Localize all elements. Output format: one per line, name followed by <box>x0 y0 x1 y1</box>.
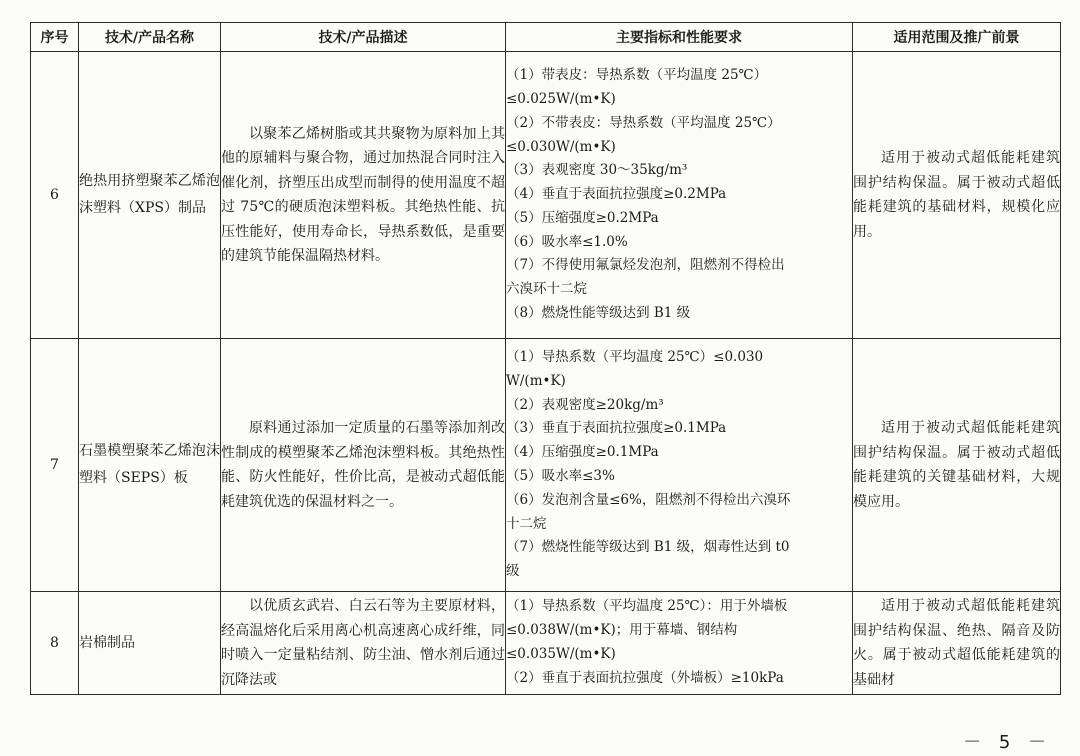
requirement-line: ≤0.030W/(m•K) <box>506 138 616 155</box>
requirements-cell <box>506 339 853 592</box>
application-scope: 适用于被动式超低能耗建筑围护结构保温。属于被动式超低能耗建筑的基础材料，规模化应用。 <box>853 52 1061 339</box>
product-name: 岩棉制品 <box>79 592 221 695</box>
header-row <box>31 23 1061 52</box>
requirement-line: W/(m•K) <box>506 372 566 389</box>
requirement-line: 十二烷 <box>506 515 547 532</box>
requirement-line: （6）吸水率≤1.0% <box>506 233 628 250</box>
table-row <box>31 52 1061 339</box>
requirement-line: ≤0.025W/(m•K) <box>506 90 616 107</box>
product-description: 以聚苯乙烯树脂或其共聚物为原料加上其他的原辅料与聚合物，通过加热混合同时注入催化剂，挤塑压出成型而制得的使用温度不超过 75℃的硬质泡沫塑料板。其绝热性能、抗压性能好，使用寿命长，导热系数低，是重要的建筑节能保温隔热材料。 <box>221 52 506 339</box>
row-number: 6 <box>31 52 79 339</box>
requirement-line: （2）不带表皮：导热系数（平均温度 25℃） <box>506 114 781 131</box>
requirement-line: 级 <box>506 563 520 580</box>
standards-table <box>30 22 1061 695</box>
requirement-line: （3）垂直于表面抗拉强度≥0.1MPa <box>506 420 727 437</box>
requirement-line: ≤0.038W/(m•K)；用于幕墙、钢结构 <box>506 622 738 639</box>
requirement-line: （1）导热系数（平均温度 25℃）：用于外墙板 <box>506 598 788 615</box>
application-scope: 适用于被动式超低能耗建筑围护结构保温。属于被动式超低能耗建筑的关键基础材料，大规模应用。 <box>853 339 1061 592</box>
row-number: 8 <box>31 592 79 695</box>
requirements-cell <box>506 52 853 339</box>
requirement-line: （5）压缩强度≥0.2MPa <box>506 209 659 226</box>
product-name: 石墨模塑聚苯乙烯泡沫塑料（SEPS）板 <box>79 339 221 592</box>
requirement-line: 六溴环十二烷 <box>506 281 587 298</box>
requirement-line: （5）吸水率≤3% <box>506 468 615 484</box>
header-description: 技术/产品描述 <box>221 23 506 52</box>
header-requirements: 主要指标和性能要求 <box>506 23 853 52</box>
page-number: － 5 － <box>963 732 1052 753</box>
requirement-line: （6）发泡剂含量≤6%，阻燃剂不得检出六溴环 <box>506 491 791 508</box>
table-row <box>31 592 1061 695</box>
requirement-line: （3）表观密度 30～35kg/m³ <box>506 162 688 179</box>
product-name: 绝热用挤塑聚苯乙烯泡沫塑料（XPS）制品 <box>79 52 221 339</box>
requirement-line: （7）不得使用氟氯烃发泡剂，阻燃剂不得检出 <box>506 257 785 274</box>
product-description: 以优质玄武岩、白云石等为主要原材料，经高温熔化后采用离心机高速离心成纤维，同时喷入一定量粘结剂、防尘油、憎水剂后通过沉降法或 <box>221 592 506 695</box>
table-row <box>31 339 1061 592</box>
requirement-line: （7）燃烧性能等级达到 B1 级，烟毒性达到 t0 <box>506 539 790 556</box>
requirement-line: （4）压缩强度≥0.1MPa <box>506 444 659 461</box>
requirement-line: （2）垂直于表面抗拉强度（外墙板）≥10kPa <box>506 669 784 686</box>
header-no: 序号 <box>31 23 79 52</box>
header-scope: 适用范围及推广前景 <box>853 23 1061 52</box>
product-description: 原料通过添加一定质量的石墨等添加剂改性制成的模塑聚苯乙烯泡沫塑料板。其绝热性能、防火性能好，性价比高，是被动式超低能耗建筑优选的保温材料之一。 <box>221 339 506 592</box>
requirements-cell <box>506 592 853 695</box>
requirement-line: （8）燃烧性能等级达到 B1 级 <box>506 305 691 322</box>
application-scope: 适用于被动式超低能耗建筑围护结构保温、绝热、隔音及防火。属于被动式超低能耗建筑的基础材 <box>853 592 1061 695</box>
requirement-line: ≤0.035W/(m•K) <box>506 646 616 662</box>
requirement-line: （2）表观密度≥20kg/m³ <box>506 396 664 413</box>
requirement-line: （4）垂直于表面抗拉强度≥0.2MPa <box>506 186 727 203</box>
header-name: 技术/产品名称 <box>79 23 221 52</box>
requirement-line: （1）带表皮：导热系数（平均温度 25℃） <box>506 67 768 84</box>
row-number: 7 <box>31 339 79 592</box>
requirement-line: （1）导热系数（平均温度 25℃）≤0.030 <box>506 349 764 366</box>
